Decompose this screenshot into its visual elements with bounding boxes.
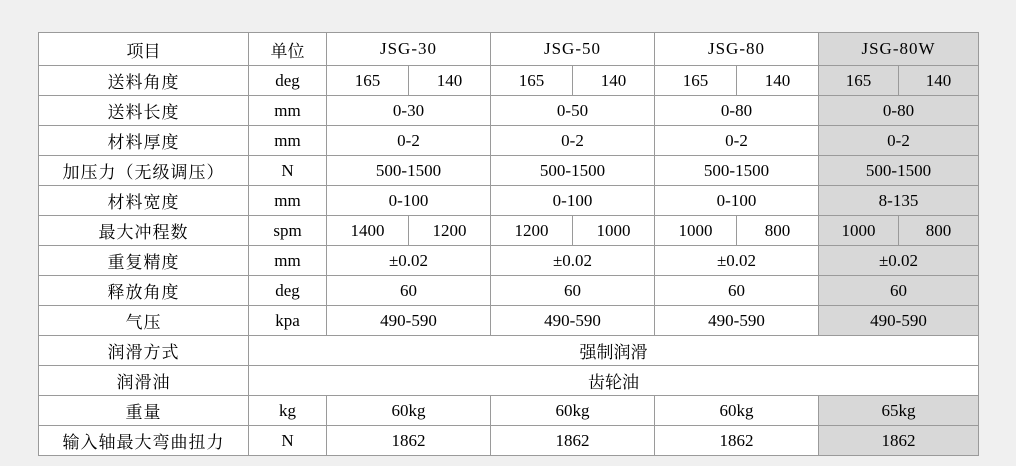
row-value-merged: 强制润滑 [249,336,979,366]
row-value: 0-100 [491,186,655,216]
row-label: 最大冲程数 [39,216,249,246]
row-value: ±0.02 [655,246,819,276]
row-label: 材料厚度 [39,126,249,156]
value-right: 1000 [596,220,631,240]
row-value: 60 [819,276,979,306]
row-unit: deg [249,66,327,96]
row-value: 0-100 [655,186,819,216]
row-label: 送料角度 [39,66,249,96]
header-unit: 单位 [249,33,327,66]
row-value: 1862 [655,426,819,456]
row-label: 重量 [39,396,249,426]
row-unit: spm [249,216,327,246]
table-row [39,156,979,186]
row-value-merged: 齿轮油 [249,366,979,396]
row-value: 0-2 [491,126,655,156]
value-left: 165 [327,66,409,95]
value-left: 1200 [491,216,573,245]
row-unit: mm [249,246,327,276]
header-model-jsg80w: JSG-80W [819,33,979,66]
specification-table [38,32,979,456]
row-value: 500-1500 [819,156,979,186]
table-row [39,96,979,126]
table-row [39,276,979,306]
row-unit: mm [249,126,327,156]
header-model-jsg50: JSG-50 [491,33,655,66]
row-value: 0-2 [655,126,819,156]
row-value: 490-590 [819,306,979,336]
row-unit: kpa [249,306,327,336]
value-left: 165 [655,66,737,95]
row-value: 1862 [819,426,979,456]
row-value: 500-1500 [491,156,655,186]
row-value: 0-80 [655,96,819,126]
row-value [327,66,491,96]
value-right: 140 [436,70,463,90]
value-right: 800 [925,220,952,240]
row-value [655,66,819,96]
value-right: 800 [764,220,791,240]
row-unit: kg [249,396,327,426]
table-row [39,426,979,456]
row-value: 490-590 [327,306,491,336]
row-value: ±0.02 [819,246,979,276]
row-value: 60kg [327,396,491,426]
row-unit: deg [249,276,327,306]
row-value [819,216,979,246]
row-value: 0-80 [819,96,979,126]
value-left: 1000 [819,216,899,245]
row-unit: mm [249,186,327,216]
row-unit: N [249,426,327,456]
row-value [491,216,655,246]
row-value: 0-30 [327,96,491,126]
value-right: 1200 [432,220,467,240]
table-row [39,216,979,246]
table-header-row [39,33,979,66]
header-item: 项目 [39,33,249,66]
spec-sheet [38,32,978,456]
row-value: 0-2 [819,126,979,156]
row-value: 0-100 [327,186,491,216]
table-row [39,336,979,366]
header-model-jsg80: JSG-80 [655,33,819,66]
row-value [819,66,979,96]
row-value: 60kg [491,396,655,426]
row-label: 送料长度 [39,96,249,126]
row-value: 60 [491,276,655,306]
row-label: 润滑油 [39,366,249,396]
row-label: 输入轴最大弯曲扭力 [39,426,249,456]
row-value: 1862 [491,426,655,456]
value-left: 1400 [327,216,409,245]
row-value [327,216,491,246]
row-value: 500-1500 [327,156,491,186]
row-value: 8-135 [819,186,979,216]
table-row [39,366,979,396]
value-right: 140 [764,70,791,90]
table-row [39,66,979,96]
value-right: 140 [925,70,952,90]
row-value: 65kg [819,396,979,426]
row-value: ±0.02 [491,246,655,276]
row-value: 500-1500 [655,156,819,186]
row-value: 490-590 [655,306,819,336]
row-value: 1862 [327,426,491,456]
row-label: 气压 [39,306,249,336]
row-value: 0-2 [327,126,491,156]
row-value [491,66,655,96]
row-value [655,216,819,246]
row-label: 释放角度 [39,276,249,306]
value-left: 165 [819,66,899,95]
table-row [39,306,979,336]
value-left: 165 [491,66,573,95]
row-label: 润滑方式 [39,336,249,366]
table-row [39,186,979,216]
row-unit: N [249,156,327,186]
row-value: 490-590 [491,306,655,336]
value-right: 140 [600,70,627,90]
row-value: 60kg [655,396,819,426]
row-value: ±0.02 [327,246,491,276]
table-row [39,246,979,276]
row-value: 0-50 [491,96,655,126]
row-value: 60 [655,276,819,306]
header-model-jsg30: JSG-30 [327,33,491,66]
row-unit: mm [249,96,327,126]
row-label: 材料宽度 [39,186,249,216]
row-value: 60 [327,276,491,306]
row-label: 重复精度 [39,246,249,276]
value-left: 1000 [655,216,737,245]
row-label: 加压力（无级调压） [39,156,249,186]
table-row [39,396,979,426]
table-row [39,126,979,156]
